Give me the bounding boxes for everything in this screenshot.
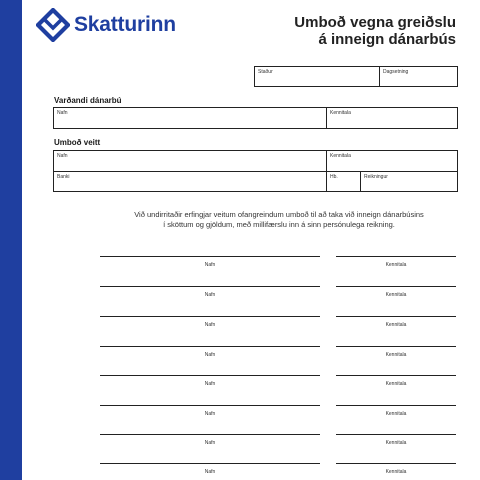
- estate-heading: Varðandi dánarbú: [54, 96, 122, 105]
- signature-id-line[interactable]: [336, 434, 456, 435]
- estate-box: [53, 107, 458, 129]
- account-field[interactable]: Reikningur: [364, 174, 388, 180]
- place-date-box: [254, 66, 458, 87]
- signature-name-label: Nafn: [204, 440, 216, 446]
- signature-name-line[interactable]: [100, 346, 320, 347]
- authorization-row-divider: [54, 171, 457, 172]
- authorization-box: [53, 150, 458, 192]
- signature-name-line[interactable]: [100, 463, 320, 464]
- signature-id-label: Kennitala: [385, 411, 407, 417]
- form-title: [294, 14, 456, 48]
- signature-name-label: Nafn: [204, 469, 216, 475]
- signature-id-label: Kennitala: [385, 292, 407, 298]
- authorization-divider: [326, 151, 327, 191]
- signature-id-line[interactable]: [336, 346, 456, 347]
- signature-id-label: Kennitala: [385, 440, 407, 446]
- statement-line2: í sköttum og gjöldum, með millifærslu inn á sinn persónulega reikning.: [163, 220, 395, 229]
- signature-id-label: Kennitala: [385, 469, 407, 475]
- signature-name-line[interactable]: [100, 256, 320, 257]
- signature-name-line[interactable]: [100, 286, 320, 287]
- signature-name-label: Nafn: [204, 411, 216, 417]
- authorized-name-field[interactable]: Nafn: [57, 153, 68, 159]
- estate-name-field[interactable]: Nafn: [57, 110, 68, 116]
- form-title-line2: á inneign dánarbús: [318, 31, 456, 48]
- signature-id-label: Kennitala: [385, 322, 407, 328]
- signature-name-label: Nafn: [204, 381, 216, 387]
- signature-id-line[interactable]: [336, 256, 456, 257]
- hb-field[interactable]: Hb.: [330, 174, 338, 180]
- bank-field[interactable]: Banki: [57, 174, 70, 180]
- signature-id-line[interactable]: [336, 316, 456, 317]
- signature-name-label: Nafn: [204, 262, 216, 268]
- signature-name-line[interactable]: [100, 434, 320, 435]
- date-field[interactable]: Dagsetning: [383, 69, 409, 75]
- signature-name-line[interactable]: [100, 375, 320, 376]
- signature-name-label: Nafn: [204, 352, 216, 358]
- signature-id-line[interactable]: [336, 463, 456, 464]
- signature-id-line[interactable]: [336, 286, 456, 287]
- skatturinn-logo: [36, 8, 176, 42]
- signature-id-label: Kennitala: [385, 262, 407, 268]
- place-field[interactable]: Staður: [258, 69, 273, 75]
- brand-side-bar: [0, 0, 22, 480]
- skatturinn-diamond-icon: [36, 8, 70, 42]
- signature-name-line[interactable]: [100, 316, 320, 317]
- form-title-line1: Umboð vegna greiðslu: [294, 14, 456, 31]
- authorization-statement: [100, 210, 458, 230]
- statement-line1: Við undirritaðir erfingjar veitum ofangreindum umboð til að taka við inneign dánarbúsins: [134, 210, 424, 219]
- estate-divider: [326, 108, 327, 128]
- estate-id-field[interactable]: Kennitala: [330, 110, 351, 116]
- signature-id-label: Kennitala: [385, 352, 407, 358]
- place-date-divider: [379, 67, 380, 86]
- signature-name-label: Nafn: [204, 292, 216, 298]
- authorization-heading: Umboð veitt: [54, 138, 101, 147]
- signature-name-line[interactable]: [100, 405, 320, 406]
- brand-name: Skatturinn: [74, 13, 176, 36]
- authorized-id-field[interactable]: Kennitala: [330, 153, 351, 159]
- signature-name-label: Nafn: [204, 322, 216, 328]
- signature-id-label: Kennitala: [385, 381, 407, 387]
- signature-id-line[interactable]: [336, 405, 456, 406]
- hb-divider: [360, 171, 361, 191]
- signature-id-line[interactable]: [336, 375, 456, 376]
